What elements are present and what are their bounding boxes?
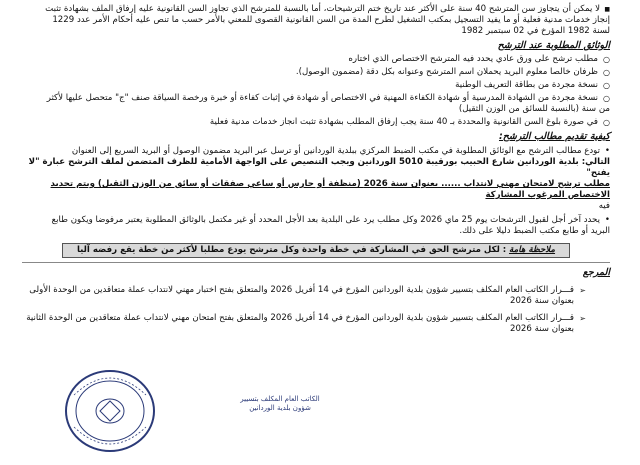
submission-envelope-line: مطلب ترشح لامتحان مهني لانتداب ...... بعنوان سنة 2026 (منظفة أو حارس أو ساعي صفقات أو سائق من الوزن الثقيل) ويتم تحديد الاختصاص المرغوب المشاركة	[50, 179, 610, 200]
submission-deadline-item: • يحدد آخر أجل لقبول الترشحات يوم 25 ماي 2026 وكل مطلب يرد على البلدية بعد الأجل المحدد أو غير مكتمل بالوثائق المطلوبة يعتبر مرفوضا ويكون طابع	[22, 215, 610, 226]
age-condition-line-2: إنجاز خدمات مدنية فعلية أو ما يفيد التسجيل بمكتب التشغيل لطرح المدة من السن القانونية القصوى للمعني بالأمر حسب ما تنص عليه أحكام الأمر عدد 1229	[52, 15, 610, 25]
documents-item: ○ في صورة بلوغ السن القانونية والمحددة بـ 40 سنة يجب إرفاق المطلب بشهادة تثبت انجاز خدمات مدنية فعلية	[22, 117, 610, 128]
signature-title: الكاتب العام المكلف بتسيير	[240, 395, 320, 403]
documents-item: ○ نسخة مجردة من الشهادة المدرسية أو شهادة الكفاءة المهنية في الاختصاص أو شهادة في إثبات كفاءة أو خبرة ورخصة السياقة صنف "ج" متحصل عليها لأكثر	[22, 93, 610, 104]
municipal-stamp-seal	[60, 365, 160, 457]
documents-item: ○ ظرفان خالصا معلوم البريد يحملان اسم المترشح وعنوانه بكل دقة (مضمون الوصول).	[22, 67, 610, 78]
submission-continuation-line: فيه	[598, 201, 610, 211]
age-condition-paragraph	[22, 4, 610, 15]
age-condition-line-3: لسنة 1982 المؤرخ في 02 سبتمبر 1982	[461, 26, 610, 36]
documents-item: ○ مطلب ترشح على ورق عادي يحدد فيه المترشح الاختصاص الذي اختاره	[22, 54, 610, 65]
submission-heading: كيفية تقديم مطالب الترشح:	[498, 131, 610, 142]
age-condition-line-1: لا يمكن أن يتجاوز سن المترشح 40 سنة على الأكثر عند تاريخ ختم الترشيحات، أما بالنسبة للمترشح الذي تجاوز السن القانونية عليه إرفاق الملف بشهادة تثبت	[45, 4, 600, 14]
reference-item: ➢ قـــرار الكاتب العام المكلف بتسيير شؤون بلدية الوردانين المؤرخ في 14 أفريل 2026 والمتعلق بفتح امتحان مهني لانتداب عملة متعاقدين من الوحدة الثانية	[22, 313, 610, 324]
references-section	[22, 262, 610, 335]
submission-address-line: التالي: بلدية الوردانين شارع الحبيب بورقيبة 5010 الوردانين ويجب التنصيص على الواجهة الأمامية للظرف المتضمن لملف الترشح عبارة "لا يفتح"	[28, 157, 610, 178]
documents-section	[22, 37, 610, 128]
submission-deadline-continuation: البريد أو طابع مكتب الضبط دليلا على ذلك.	[459, 226, 610, 236]
age-condition-line-2-wrap	[22, 15, 610, 26]
reference-item-continuation: بعنوان سنة 2026	[509, 296, 574, 306]
submission-item: • تودع مطالب الترشح مع الوثائق المطلوبة في مكتب الضبط المركزي ببلدية الوردانين أو ترسل عبر البريد مضمون الوصول أو البريد السريع إلى العنوان	[22, 146, 610, 157]
age-condition-line-3-wrap	[22, 26, 610, 37]
signature-block	[220, 395, 340, 413]
documents-item-continuation: من سنة (بالنسبة للسائق من الوزن الثقيل)	[458, 104, 610, 114]
documents-heading: الوثائق المطلوبة عند الترشح	[497, 40, 610, 51]
important-note-text: : لكل مترشح الحق في المشاركة في خطة واحدة وكل مترشح يودع مطلبا لأكثر من خطة يقع رفضه آليا	[76, 245, 507, 255]
references-heading: المرجع	[582, 267, 610, 278]
reference-item: ➢ قـــرار الكاتب العام المكلف بتسيير شؤون بلدية الوردانين المؤرخ في 14 أفريل 2026 والمتعلق بفتح اختبار مهني لانتداب عملة متعاقدين من الوحدة الأولى	[22, 285, 610, 296]
important-note-box	[62, 243, 570, 258]
submission-section	[22, 128, 610, 237]
important-note-label: ملاحظة هامة	[508, 245, 556, 255]
documents-item: ○ نسخة مجردة من بطاقة التعريف الوطنية	[22, 80, 610, 91]
reference-item-continuation: بعنوان سنة 2026	[509, 324, 574, 334]
signature-subtitle: شؤون بلدية الوردانين	[249, 404, 311, 412]
